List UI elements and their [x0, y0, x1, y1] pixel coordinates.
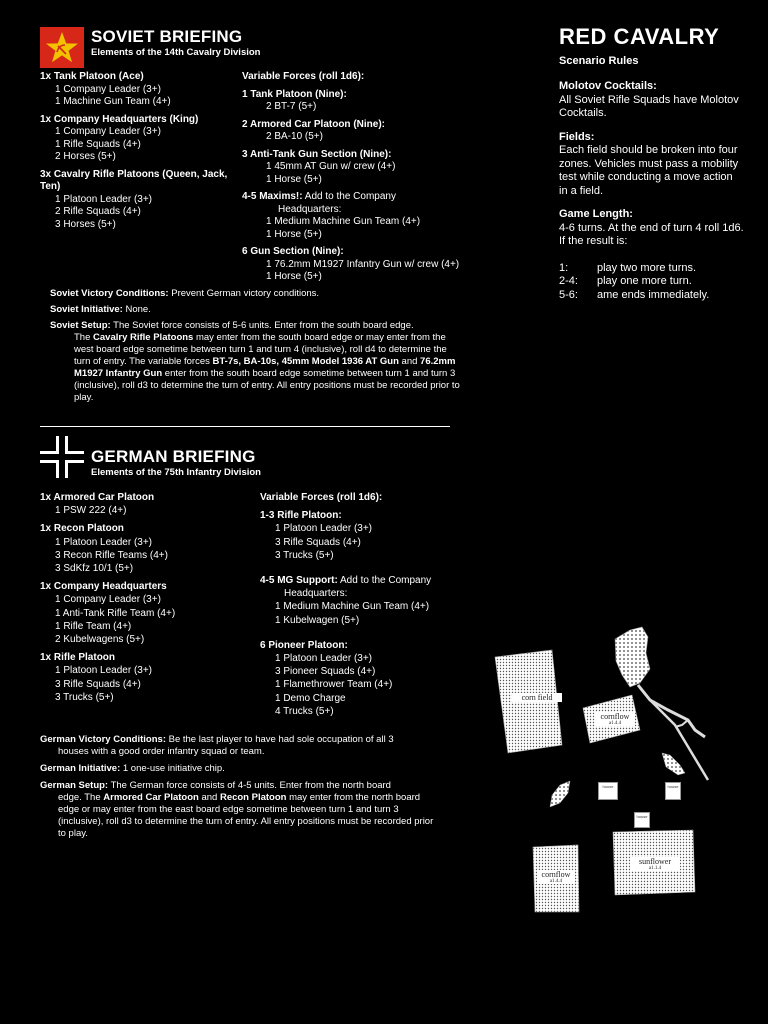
soviet-var-maxims-label: 4-5 Maxims!:: [242, 191, 303, 202]
length-row-key: 5-6:: [559, 288, 578, 301]
german-var-mg-rest: Add to the Company: [337, 575, 432, 587]
road: [675, 720, 688, 727]
german-var-pioneer: 6 Pioneer Platoon:: [260, 639, 348, 651]
rule-length-heading: Game Length:: [559, 208, 633, 220]
list-item: Headquarters:: [278, 203, 342, 215]
hedge: [662, 753, 685, 775]
map-label-sunflower: sunflower: [630, 857, 680, 866]
text-run: enter from the south board edge sometime between turn 1 and turn 3 (inclusive), roll d3 to determine the turn of entry. All entry positions must be recorded prior to play.: [74, 368, 460, 403]
german-setup-label: German Setup:: [40, 780, 109, 791]
list-item: 1 Company Leader (3+): [55, 126, 161, 137]
list-item: 2 BT-7 (5+): [266, 101, 317, 112]
scenario-subtitle: Scenario Rules: [559, 55, 639, 67]
rule-molotov: [559, 80, 744, 121]
list-item: 3 SdKfz 10/1 (5+): [55, 563, 134, 575]
length-row-key: 2-4:: [559, 275, 578, 287]
list-item: 1 Horse (5+): [266, 228, 322, 240]
german-victory-label: German Victory Conditions:: [40, 734, 166, 745]
rule-fields-text: Each field should be broken into four zones. Vehicles must pass a mobility test while conducting a move action in a field.: [559, 144, 739, 197]
map-label-corn-field: corn field: [512, 693, 562, 702]
text-run: Cavalry Rifle Platoons: [93, 332, 194, 343]
soviet-core-forces: [40, 71, 240, 231]
text-run: 76.2mm M1927 Infantry Gun: [74, 356, 456, 379]
list-item: 1 Flamethrower Team (4+): [275, 679, 393, 691]
length-row: [559, 289, 744, 303]
list-item: 1 Platoon Leader (3+): [55, 536, 153, 548]
list-item: 1 Machine Gun Team (4+): [55, 96, 171, 107]
soviet-victory-text: Prevent German victory conditions.: [168, 288, 320, 299]
scenario-rules: [559, 80, 744, 312]
length-row-value: play one more turn.: [597, 275, 692, 287]
text-run: The: [74, 332, 94, 343]
german-setup-detail: [40, 792, 438, 840]
rule-molotov-heading: Molotov Cocktails:: [559, 80, 657, 92]
soviet-initiative-text: None.: [122, 304, 151, 315]
german-var-mg: [260, 574, 490, 587]
soviet-flag-icon: [40, 27, 84, 68]
hedge: [550, 781, 570, 807]
german-initiative: [40, 763, 440, 775]
list-item: 3 Pioneer Squads (4+): [275, 666, 376, 678]
german-conditions: [40, 734, 440, 840]
house-2: house: [665, 782, 681, 800]
list-item: 2 Kubelwagens (5+): [55, 634, 145, 646]
list-item: 1 Company Leader (3+): [55, 83, 161, 95]
german-variable-forces: [260, 491, 490, 718]
german-group-armored-car: 1x Armored Car Platoon: [40, 492, 155, 503]
text-run: and: [198, 792, 220, 803]
german-victory: [40, 734, 440, 746]
length-row-key: 1:: [559, 261, 569, 274]
german-var-mg-label: 4-5 MG Support:: [260, 575, 338, 587]
scenario-map: [490, 625, 740, 915]
soviet-setup-text: The Soviet force consists of 5-6 units. Enter from the south board edge.: [110, 320, 414, 331]
rule-length: [559, 208, 744, 302]
list-item: 2 Horses (5+): [55, 151, 116, 162]
soviet-initiative-label: Soviet Initiative:: [50, 304, 123, 315]
list-item: 1 Kubelwagen (5+): [275, 614, 360, 626]
road: [638, 685, 705, 737]
german-group-rifle: 1x Rifle Platoon: [40, 652, 116, 664]
house-3: house: [634, 812, 650, 828]
list-item: 1 Medium Machine Gun Team (4+): [275, 601, 430, 613]
german-victory-text: Be the last player to have had sole occupation of all 3: [165, 734, 394, 745]
soviet-setup: [50, 320, 460, 332]
german-setup-text: The German force consists of 4-5 units. Enter from the north board: [108, 780, 391, 791]
list-item: 3 Trucks (5+): [55, 691, 114, 703]
list-item: 1 Rifle Squads (4+): [55, 138, 141, 150]
map-label-cornflow-1: cornflow: [595, 712, 635, 721]
list-item: 1 Company Leader (3+): [55, 594, 161, 606]
soviet-variable-title: Variable Forces (roll 1d6):: [242, 71, 365, 82]
soviet-setup-detail: [50, 332, 460, 404]
soviet-setup-label: Soviet Setup:: [50, 320, 111, 331]
list-item: 2 Rifle Squads (4+): [55, 206, 141, 217]
list-item: 1 Platoon Leader (3+): [275, 523, 373, 535]
soviet-var-maxims-rest: Add to the Company: [302, 191, 396, 202]
german-briefing-subtitle: Elements of the 75th Infantry Division: [91, 467, 261, 478]
german-victory-text-cont: houses with a good order infantry squad or team.: [58, 746, 265, 757]
list-item: 3 Recon Rifle Teams (4+): [55, 549, 168, 561]
list-item: 1 Platoon Leader (3+): [55, 665, 153, 677]
german-core-forces: [40, 491, 250, 704]
soviet-victory: [50, 288, 460, 300]
german-group-recon: 1x Recon Platoon: [40, 523, 124, 535]
list-item: 1 Platoon Leader (3+): [275, 653, 373, 665]
list-item: 3 Horses (5+): [55, 218, 116, 230]
list-item: 1 45mm AT Gun w/ crew (4+): [266, 161, 396, 172]
soviet-var-armored-car: 2 Armored Car Platoon (Nine):: [242, 118, 385, 130]
map-label-cornflow-2-sub: a1.4.4: [537, 879, 575, 884]
list-item: 1 PSW 222 (4+): [55, 505, 127, 517]
soviet-var-maxims: [242, 191, 482, 204]
list-item: 1 Anti-Tank Rifle Team (4+): [55, 607, 176, 619]
map-label-cornflow-2: cornflow: [537, 870, 575, 879]
list-item: 1 Rifle Team (4+): [55, 620, 132, 632]
list-item: 3 Trucks (5+): [275, 549, 334, 561]
german-initiative-text: 1 one-use initiative chip.: [120, 763, 225, 774]
text-run: and: [398, 356, 421, 367]
house-1: house: [598, 782, 618, 800]
list-item: 1 76.2mm M1927 Infantry Gun w/ crew (4+): [266, 258, 460, 270]
german-cross-icon: [40, 436, 84, 478]
list-item: 3 Rifle Squads (4+): [275, 536, 361, 548]
german-variable-title: Variable Forces (roll 1d6):: [260, 492, 383, 503]
length-row-value: ame ends immediately.: [597, 288, 710, 301]
list-item: 1 Horse (5+): [266, 173, 322, 185]
list-item: 1 Platoon Leader (3+): [55, 193, 153, 205]
length-row: [559, 262, 744, 276]
map-drawing: [490, 625, 740, 915]
rule-fields-heading: Fields:: [559, 130, 595, 143]
text-run: may enter from the north board edge or may enter from the east board edge sometime between turn 1 and turn 3 (inclusive), roll d3 to determine the turn of entry. All entry positions must be recorded prior to play.: [58, 792, 434, 839]
soviet-briefing-title: SOVIET BRIEFING: [91, 27, 243, 46]
soviet-var-at-gun: 3 Anti-Tank Gun Section (Nine):: [242, 148, 392, 160]
text-run: Armored Car Platoon: [103, 792, 199, 803]
text-run: Recon Platoon: [219, 792, 287, 803]
soviet-conditions: [50, 288, 460, 408]
soviet-variable-forces: [242, 71, 482, 284]
soviet-initiative: [50, 304, 460, 316]
list-item: 1 Demo Charge: [275, 692, 346, 704]
soviet-group-cavalry: 3x Cavalry Rifle Platoons (Queen, Jack, Ten): [40, 168, 228, 192]
text-run: edge. The: [58, 792, 104, 803]
soviet-group-tank: 1x Tank Platoon (Ace): [40, 71, 144, 82]
german-briefing-title: GERMAN BRIEFING: [91, 447, 256, 466]
list-item: 1 Horse (5+): [266, 271, 322, 282]
list-item: 2 BA-10 (5+): [266, 131, 323, 142]
list-item: Headquarters:: [284, 588, 348, 600]
length-row: [559, 275, 744, 289]
soviet-briefing-subtitle: Elements of the 14th Cavalry Division: [91, 47, 261, 58]
text-run: may enter from the south board edge or may enter from the west board edge sometime between turn 1 and turn 4 (inclusive), roll d4 to determine the turn of entry. The variable forces: [74, 332, 447, 367]
german-group-hq: 1x Company Headquarters: [40, 581, 167, 593]
rule-molotov-text: All Soviet Rifle Squads have Molotov Cocktails.: [559, 93, 739, 119]
rule-length-text: 4-6 turns. At the end of turn 4 roll 1d6. If the result is:: [559, 221, 744, 247]
section-divider: [40, 426, 450, 427]
list-item: 3 Rifle Squads (4+): [55, 678, 141, 690]
text-run: BT-7s, BA-10s, 45mm Model 1936 AT Gun: [212, 356, 399, 367]
soviet-var-gun-section: 6 Gun Section (Nine):: [242, 246, 344, 257]
list-item: 4 Trucks (5+): [275, 705, 334, 717]
list-item: 1 Medium Machine Gun Team (4+): [266, 216, 421, 227]
german-var-rifle: 1-3 Rifle Platoon:: [260, 510, 342, 522]
map-label-sunflower-sub: a1.1.4: [630, 866, 680, 871]
soviet-var-tank: 1 Tank Platoon (Nine):: [242, 88, 347, 100]
german-setup: [40, 780, 440, 792]
german-initiative-label: German Initiative:: [40, 763, 121, 774]
rule-fields: [559, 131, 744, 199]
soviet-victory-label: Soviet Victory Conditions:: [50, 288, 169, 299]
woods-area: [615, 627, 650, 687]
scenario-title: RED CAVALRY: [559, 24, 720, 49]
map-label-cornflow-1-sub: a1.4.4: [595, 721, 635, 726]
soviet-group-hq: 1x Company Headquarters (King): [40, 113, 199, 125]
length-row-value: play two more turns.: [597, 261, 697, 274]
